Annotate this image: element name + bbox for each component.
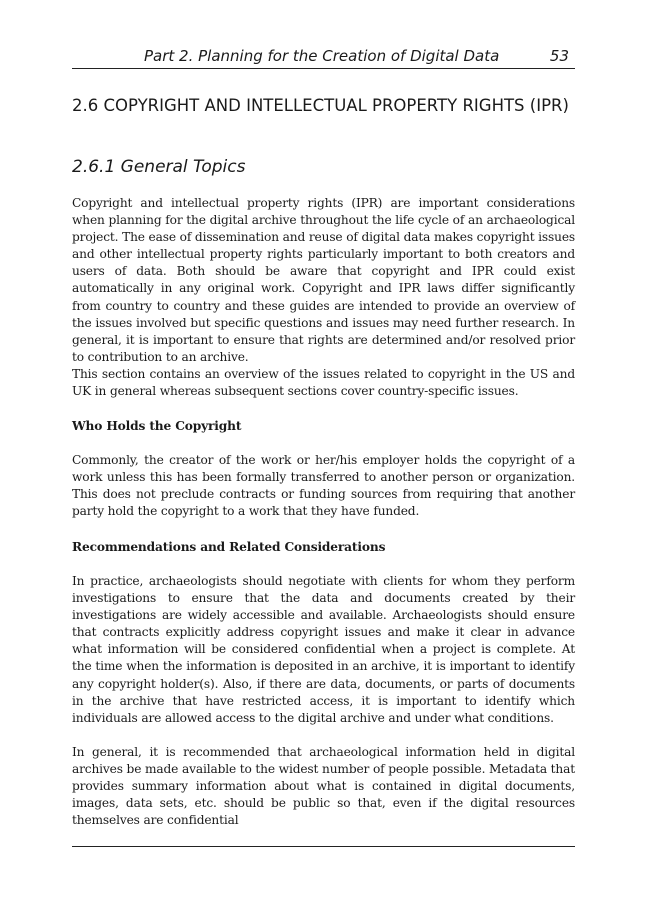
paragraph-intro: Copyright and intellectual property rights (IPR) are important considerations when planning for the digital archive throughout the life cycle of an archaeological project. The ease of dissemination and reuse of digital data makes copyright issues and other intellectual property rights particularly important to both creators and users of data. Both should be aware that copyright and IPR could exist automatically in any original work. Copyright and IPR laws differ significantly from country to country and these guides are intended to provide an overview of the issues involved but specific questions and issues may need further research. In general, it is important to ensure that rights are determined and/or resolved prior to contribution to an archive. — [72, 196, 575, 364]
footer-rule — [72, 846, 575, 847]
running-header — [72, 46, 575, 69]
paragraph-recommendations: In practice, archaeologists should negotiate with clients for whom they perform investigations to ensure that the data and documents created by their investigations are widely accessible and available. Archaeologists should ensure that contracts explicitly address copyright issues and make it clear in advance what information will be considered confidential when a project is complete. At the time when the information is deposited in an archive, it is important to identify any copyright holder(s). Also, if there are data, documents, or parts of documents in the archive that have restricted access, it is important to identify which individuals are allowed access to the digital archive and under what conditions. — [72, 574, 575, 725]
paragraph-overview: This section contains an overview of the issues related to copyright in the US and UK in general whereas subsequent sections cover country-specific issues. — [72, 367, 575, 399]
section-heading: 2.6 COPYRIGHT AND INTELLECTUAL PROPERTY RIGHTS (IPR) — [72, 96, 569, 115]
paragraph-who-holds-copyright: Commonly, the creator of the work or her/his employer holds the copyright of a work unless this has been formally transferred to another person or organization. This does not preclude contracts or funding sources from requiring that another party hold the copyright to a work that they have funded. — [72, 453, 575, 519]
subsection-heading: 2.6.1 General Topics — [72, 157, 246, 177]
document-page — [72, 0, 575, 918]
paragraph-general: In general, it is recommended that archaeological information held in digital archives be made available to the widest number of people possible. Metadata that provides summary information about what is contained in digital documents, images, data sets, etc. should be public so that, even if the digital resources themselves are confidential — [72, 745, 575, 828]
heading-recommendations: Recommendations and Related Considerations — [72, 540, 386, 554]
page-number: 53 — [549, 47, 569, 65]
running-title: Part 2. Planning for the Creation of Digital Data — [144, 47, 500, 65]
heading-who-holds-copyright: Who Holds the Copyright — [72, 419, 242, 433]
